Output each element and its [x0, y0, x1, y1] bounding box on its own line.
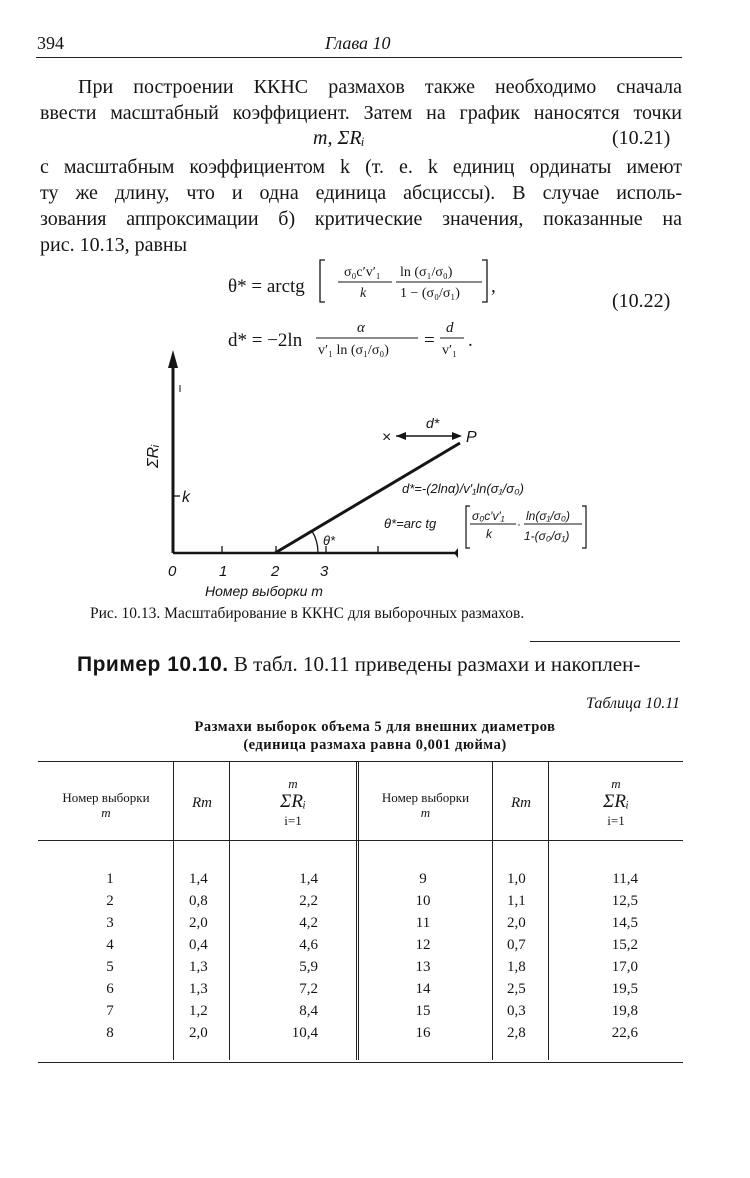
header-sample-no-right: Номер выборки m	[381, 790, 470, 820]
table-cell: 4	[106, 937, 114, 953]
svg-text:.: .	[468, 330, 473, 351]
table-cell: 8	[106, 1025, 114, 1041]
d-numerator: α	[357, 320, 365, 336]
separator-rule	[530, 641, 680, 642]
table-title-line-2: (единица размаха равна 0,001 дюйма)	[243, 737, 507, 753]
table-cell: 10,4	[291, 1025, 318, 1041]
table-cell: 11	[415, 915, 431, 931]
x-tick-label-3: 3	[320, 563, 329, 580]
d-star-formula: d*=-(2lnα)/v′₁ln(σ₁/σ₀)	[402, 481, 524, 496]
table-cell: 22,6	[611, 1025, 638, 1041]
y-axis-label: ΣRᵢ	[145, 444, 162, 468]
table-col-divider-middle	[356, 762, 359, 1060]
table-cell: 1,0	[507, 871, 526, 887]
table-cell: 7	[106, 1003, 114, 1019]
svg-text:,: ,	[491, 276, 496, 297]
table-cell: 1,4	[189, 871, 208, 887]
table-col-divider-1	[173, 762, 174, 1060]
table-cell: 2,0	[189, 1025, 208, 1041]
y-axis-arrow	[168, 350, 178, 368]
table-cell: 19,8	[611, 1003, 638, 1019]
table-cell: 0,3	[507, 1003, 526, 1019]
theta-star-label: θ*	[323, 533, 336, 548]
table-cell: 1,1	[507, 893, 526, 909]
scaling-line	[275, 443, 460, 553]
table-col-divider-2	[229, 762, 230, 1060]
table-cell: 13	[415, 959, 431, 975]
figure-10-13	[140, 350, 600, 600]
formula-10-21: m, ΣRᵢ	[313, 127, 365, 149]
k-label: k	[182, 489, 190, 506]
theta-formula-num1: σ₀c′v′₁	[472, 509, 505, 523]
table-cell: 19,5	[611, 981, 638, 997]
figure-caption: Рис. 10.13. Масштабирование в ККНС для выборочных размахов.	[90, 605, 525, 622]
header-rm-right: Rm	[511, 795, 531, 811]
d-lhs: d* = −2ln	[228, 330, 303, 351]
page-number: 394	[37, 33, 64, 53]
table-header-rule	[38, 840, 683, 841]
d-denominator: v′₁ ln (σ₁/σ₀)	[318, 343, 389, 358]
table-cell: 2,0	[189, 915, 208, 931]
header-sum-left: m ΣRᵢ i=1	[280, 776, 306, 828]
table-cell: 5,9	[299, 959, 318, 975]
d-star-label: d*	[426, 415, 440, 431]
paragraph-1-line-1: При построении ККНС размахов также необходимо сначала	[78, 76, 682, 98]
example-label: Пример 10.10.	[77, 653, 229, 676]
table-cell: 5	[106, 959, 114, 975]
theta-numerator-2: ln (σ₁/σ₀)	[400, 265, 453, 280]
table-cell: 16	[415, 1025, 431, 1041]
table-cell: 7,2	[299, 981, 318, 997]
x-tick-label-0: 0	[168, 563, 177, 580]
d-denominator-2: v′₁	[442, 343, 457, 358]
table-cell: 11,4	[612, 871, 638, 887]
table-cell: 15,2	[611, 937, 638, 953]
table-col-divider-4	[492, 762, 493, 1060]
chapter-title: Глава 10	[325, 33, 391, 53]
table-cell: 1,4	[299, 871, 318, 887]
table-cell: 1,3	[189, 981, 208, 997]
example-paragraph	[77, 652, 640, 677]
table-cell: 0,7	[507, 937, 526, 953]
header-sum-right: m ΣRᵢ i=1	[603, 776, 629, 828]
theta-formula-lhs: θ*=arc tg	[384, 516, 437, 531]
paragraph-2	[40, 154, 682, 258]
table-cell: 2,8	[507, 1025, 526, 1041]
theta-formula-den1: k	[486, 527, 492, 541]
table-top-rule	[38, 761, 683, 762]
col-m-left	[90, 868, 130, 1044]
header-rm-left: Rm	[192, 795, 212, 811]
point-p-label: P	[466, 429, 477, 446]
col-sum-right	[588, 868, 638, 1044]
table-cell: 12,5	[611, 893, 638, 909]
paragraph-1	[78, 74, 682, 100]
table-cell: 4,2	[299, 915, 318, 931]
paragraph-2-line-1: с масштабным коэффициентом k (т. е. k единиц ординаты имеют	[40, 156, 682, 178]
table-cell: 0,4	[189, 937, 208, 953]
table-title-line-1: Размахи выборок объема 5 для внешних диаметров	[194, 719, 556, 735]
paragraph-2-line-3: зования аппроксимации б) критические значения, показанные на	[40, 208, 682, 230]
header-rule	[36, 57, 682, 58]
table-cell: 2,5	[507, 981, 526, 997]
header-sample-no-left: Номер выборки m	[62, 790, 150, 820]
table-cell: 14,5	[611, 915, 638, 931]
table-cell: 15	[415, 1003, 431, 1019]
example-text: В табл. 10.11 приведены размахи и накоплен-	[233, 652, 641, 676]
table-cell: 17,0	[611, 959, 638, 975]
col-rm-left	[189, 868, 225, 1044]
col-m-right	[403, 868, 443, 1044]
theta-arc	[312, 531, 318, 553]
table-cell: 1	[106, 871, 114, 887]
x-mark: ×	[382, 429, 392, 446]
table-cell: 14	[415, 981, 431, 997]
table-cell: 10	[415, 893, 431, 909]
col-sum-left	[270, 868, 318, 1044]
theta-formula-den2: 1-(σ₀/σ₁)	[524, 529, 570, 543]
table-cell: 12	[415, 937, 431, 953]
x-tick-label-2: 2	[271, 563, 280, 580]
col-rm-right	[507, 868, 543, 1044]
theta-numerator: σ₀c′v′₁	[344, 265, 381, 280]
d-numerator-2: d	[446, 320, 454, 336]
table-cell: 2,2	[299, 893, 318, 909]
d-equals: =	[424, 330, 435, 351]
table-cell: 9	[419, 871, 427, 887]
equation-number-10-22: (10.22)	[612, 290, 671, 312]
svg-text:·: ·	[517, 517, 521, 531]
paragraph-2-line-2: ту же длину, что и одна единица абсциссы). В случае исполь-	[40, 182, 682, 204]
theta-formula-num2: ln(σ₁/σ₀)	[526, 509, 570, 523]
paragraph-1-cont	[40, 100, 682, 126]
table-cell: 2,0	[507, 915, 526, 931]
theta-lhs: θ* = arctg	[228, 276, 305, 297]
x-axis-label: Номер выборки m	[205, 583, 323, 599]
table-cell: 4,6	[299, 937, 318, 953]
x-tick-label-1: 1	[219, 563, 228, 580]
table-cell: 8,4	[299, 1003, 318, 1019]
paragraph-2-line-4: рис. 10.13, равны	[40, 234, 188, 256]
paragraph-1-line-2: ввести масштабный коэффициент. Затем на график наносятся точки	[40, 102, 682, 124]
table-cell: 1,3	[189, 959, 208, 975]
table-cell: 6	[106, 981, 114, 997]
equation-number-10-21: (10.21)	[612, 127, 671, 149]
table-cell: 1,8	[507, 959, 526, 975]
theta-denominator-2: 1 − (σ₀/σ₁)	[400, 286, 460, 301]
theta-denominator: k	[360, 286, 367, 301]
table-cell: 2	[106, 893, 114, 909]
table-cell: 3	[106, 915, 114, 931]
table-col-divider-5	[548, 762, 549, 1060]
table-cell: 0,8	[189, 893, 208, 909]
table-bottom-rule	[38, 1062, 683, 1063]
table-cell: 1,2	[189, 1003, 208, 1019]
table-label: Таблица 10.11	[586, 695, 680, 712]
